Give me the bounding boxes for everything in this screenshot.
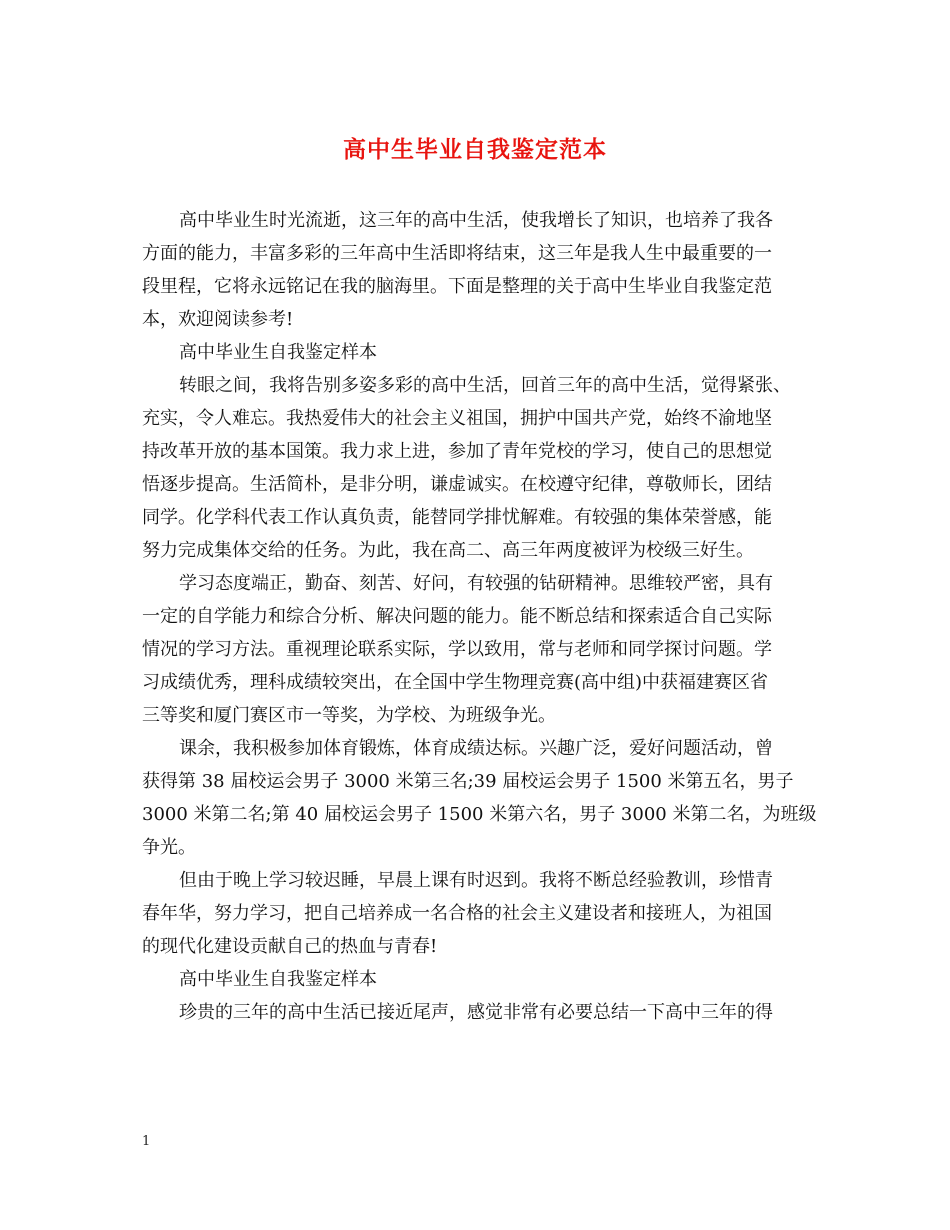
text-line: 方面的能力，丰富多彩的三年高中生活即将结束，这三年是我人生中最重要的一 [142, 243, 772, 264]
text-line: 三等奖和厦门赛区市一等奖，为学校、为班级争光。 [142, 705, 556, 726]
text-line: 段里程，它将永远铭记在我的脑海里。下面是整理的关于高中生毕业自我鉴定范 [142, 276, 772, 297]
document-body [142, 204, 817, 1029]
text-line: 争光。 [142, 837, 196, 858]
text-line: 学习态度端正，勤奋、刻苦、好问，有较强的钻研精神。思维较严密，具有 [179, 573, 773, 594]
text-line: 本，欢迎阅读参考! [142, 309, 294, 330]
text-line: 努力完成集体交给的任务。为此，我在高二、高三年两度被评为校级三好生。 [142, 540, 754, 561]
text-line: 充实，令人难忘。我热爱伟大的社会主义祖国，拥护中国共产党，始终不渝地坚 [142, 408, 772, 429]
text-line: 获得第 38 届校运会男子 3000 米第三名;39 届校运会男子 1500 米第五名，男子 [142, 771, 794, 792]
text-line: 课余，我积极参加体育锻炼，体育成绩达标。兴趣广泛，爱好问题活动，曾 [179, 738, 773, 759]
text-line: 情况的学习方法。重视理论联系实际，学以致用，常与老师和同学探讨问题。学 [142, 639, 772, 660]
text-line: 转眼之间，我将告别多姿多彩的高中生活，回首三年的高中生活，觉得紧张、 [179, 375, 791, 396]
text-line: 3000 米第二名;第 40 届校运会男子 1500 米第六名，男子 3000 米第二名，为班级 [142, 804, 817, 825]
text-line: 习成绩优秀，理科成绩较突出，在全国中学生物理竞赛(高中组)中获福建赛区省 [142, 672, 769, 693]
document-title: 高中生毕业自我鉴定范本 [343, 136, 607, 163]
text-line: 悟逐步提高。生活简朴，是非分明，谦虚诚实。在校遵守纪律，尊敬师长，团结 [142, 474, 772, 495]
text-line: 高中毕业生时光流逝，这三年的高中生活，使我增长了知识，也培养了我各 [179, 210, 773, 231]
text-line: 珍贵的三年的高中生活已接近尾声，感觉非常有必要总结一下高中三年的得 [179, 1002, 773, 1023]
section-heading: 高中毕业生自我鉴定样本 [179, 342, 377, 363]
text-line: 一定的自学能力和综合分析、解决问题的能力。能不断总结和探索适合自己实际 [142, 606, 772, 627]
text-line: 同学。化学科代表工作认真负责，能替同学排忧解难。有较强的集体荣誉感，能 [142, 507, 772, 528]
page-number: 1 [142, 1134, 151, 1149]
section-heading: 高中毕业生自我鉴定样本 [179, 969, 377, 990]
text-line: 持改革开放的基本国策。我力求上进，参加了青年党校的学习，使自己的思想觉 [142, 441, 772, 462]
text-line: 但由于晚上学习较迟睡，早晨上课有时迟到。我将不断总经验教训，珍惜青 [179, 870, 773, 891]
text-line: 的现代化建设贡献自己的热血与青春! [142, 936, 438, 957]
text-line: 春年华，努力学习，把自己培养成一名合格的社会主义建设者和接班人，为祖国 [142, 903, 772, 924]
